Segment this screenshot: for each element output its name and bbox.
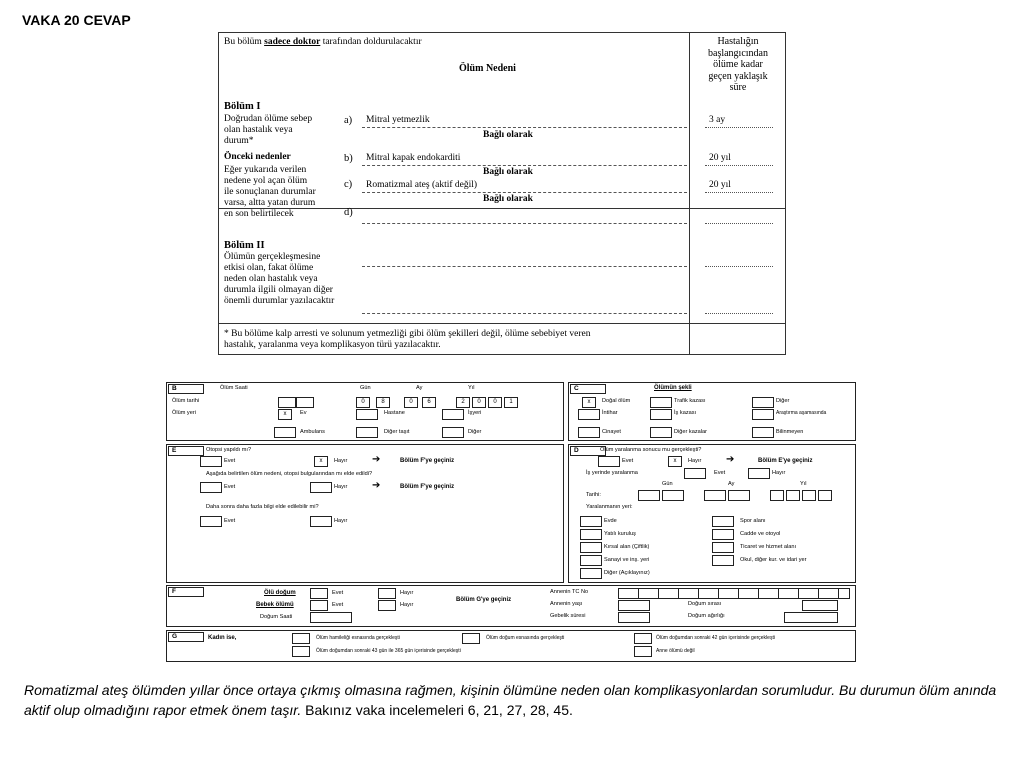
bolum1-desc: Doğrudan ölüme sebep olan hastalık veya durum* (224, 114, 313, 146)
cinayet-checkbox[interactable] (578, 427, 600, 438)
goto-f-instruction-2: Bölüm F'ye geçiniz (400, 484, 455, 490)
ticaret-label: Ticaret ve hizmet alanı (740, 544, 797, 550)
d-date-box-1[interactable] (638, 490, 660, 501)
okul-checkbox[interactable] (712, 555, 734, 566)
d-date-box-3[interactable] (704, 490, 726, 501)
bulgu-hayir-checkbox[interactable] (310, 482, 332, 493)
tarih-label: Tarihi: (586, 492, 601, 498)
goto-g-instruction: Bölüm G'ye geçiniz (456, 597, 512, 603)
row-b-duration-line (705, 165, 773, 166)
row-a-duration: 3 ay (709, 115, 726, 125)
date-digit-3[interactable]: 0 (404, 397, 418, 408)
bebek-olumu-evet-label: Evet (332, 602, 344, 608)
ambulans-checkbox[interactable] (274, 427, 296, 438)
date-digit-5[interactable]: 2 (456, 397, 470, 408)
cinayet-label: Cinayet (602, 429, 621, 435)
section-e-label: E (168, 446, 204, 456)
row-d-letter: d) (344, 207, 353, 218)
row-c-letter: c) (344, 179, 353, 190)
diger-tasit-label: Diğer taşıt (384, 429, 410, 435)
d-date-box-4[interactable] (728, 490, 750, 501)
section-c-label: C (570, 384, 606, 394)
caption-italic: Romatizmal ateş ölümden yıllar önce ortaya çıkmış olmasına rağmen, kişinin ölümüne neden olan komplikasyonlardan sorumludur. Bu durumun ölüm anında aktif olup olmadığını rapor etmek önem taşır. (24, 682, 997, 718)
olu-dogum-hayir-label: Hayır (400, 590, 414, 596)
evde-checkbox[interactable] (580, 516, 602, 527)
bolum2-desc: Ölümün gerçekleşmesine etkisi olan, fakat ölüme neden olan hastalık veya durumla ilgili olmayan diğer önemli durumlar yazılacaktır (224, 252, 335, 306)
anne-tc-label: Annenin TC No (550, 589, 589, 595)
fazla-evet-checkbox[interactable] (200, 516, 222, 527)
form-header-note: Bu bölüm sadece doktor tarafından doldurulacaktır (224, 37, 422, 47)
cadde-label: Cadde ve otoyol (740, 531, 781, 537)
row-d-line (362, 223, 687, 224)
intihar-checkbox[interactable] (578, 409, 600, 420)
olum-yeri-label: Ölüm yeri (172, 410, 196, 416)
diger-yer-checkbox[interactable] (442, 427, 464, 438)
date-digit-2[interactable]: 8 (376, 397, 390, 408)
row-a-duration-line (705, 127, 773, 128)
g-opt3-label: Ölüm doğumdan sonraki 42 gün içerisinde gerçekleşti (656, 635, 775, 641)
bilinmeyen-checkbox[interactable] (752, 427, 774, 438)
d-date-box-2[interactable] (662, 490, 684, 501)
otopsi-hayir-checkbox[interactable]: x (314, 456, 328, 467)
death-details-form (166, 382, 856, 662)
footnote: * Bu bölüme kalp arresti ve solunum yetmezliği gibi ölüm şekilleri değil, ölüme sebebiyet veren hastalık, yaralanma veya komplikasyon türü yazılacaktır. (224, 329, 591, 350)
trafik-kazasi-label: Trafik kazası (674, 398, 706, 404)
kirsal-checkbox[interactable] (580, 542, 602, 553)
row-c-duration: 20 yıl (709, 180, 731, 190)
arrow-right-icon: ➔ (726, 454, 735, 465)
dogal-olum-checkbox[interactable]: x (582, 397, 596, 408)
diger-sekil-label: Diğer (776, 398, 790, 404)
arastirma-checkbox[interactable] (752, 409, 774, 420)
goto-e-instruction: Bölüm E'ye geçiniz (758, 458, 813, 464)
row-b-letter: b) (344, 153, 353, 164)
fazla-evet-label: Evet (224, 518, 236, 524)
dogum-saati-input[interactable] (310, 612, 352, 623)
bolum2-title: Bölüm II (224, 240, 265, 251)
evde-label: Evde (604, 518, 617, 524)
row-b-cause: Mitral kapak endokarditi (366, 153, 461, 163)
yaralanma-yeri-label: Yaralanmanın yeri: (586, 504, 633, 510)
otopsi-question: Otopsi yapıldı mı? (206, 447, 252, 453)
yaralanma-evet-label: Evet (622, 458, 634, 464)
is-yerinde-hayir-label: Hayır (772, 470, 786, 476)
diger-yer-label: Diğer (468, 429, 482, 435)
olu-dogum-evet-label: Evet (332, 590, 344, 596)
row-c-cause: Romatizmal ateş (aktif değil) (366, 180, 478, 190)
row-a-letter: a) (344, 115, 353, 126)
bagli-olarak-1: Bağlı olarak (483, 130, 533, 140)
otopsi-hayir-label: Hayır (334, 458, 348, 464)
fazla-bilgi-question: Daha sonra daha fazla bilgi elde edilebilir mi? (206, 504, 319, 510)
bolum2-duration-line-1 (705, 266, 773, 267)
arrow-right-icon: ➔ (372, 480, 381, 491)
fazla-hayir-label: Hayır (334, 518, 348, 524)
bilinmeyen-label: Bilinmeyen (776, 429, 804, 435)
otopsi-evet-checkbox[interactable] (200, 456, 222, 467)
sanayi-checkbox[interactable] (580, 555, 602, 566)
row-c-duration-line (705, 192, 773, 193)
spor-checkbox[interactable] (712, 516, 734, 527)
bulgu-evet-label: Evet (224, 484, 236, 490)
ambulans-label: Ambulans (300, 429, 325, 435)
d-date-box-5[interactable] (770, 490, 784, 501)
d-date-box-8[interactable] (818, 490, 832, 501)
hour-box-2[interactable] (296, 397, 314, 408)
spor-label: Spor alanı (740, 518, 766, 524)
isyeri-checkbox[interactable] (442, 409, 464, 420)
d-date-box-7[interactable] (802, 490, 816, 501)
olum-tarihi-label: Ölüm tarihi (172, 398, 200, 404)
section-g-label: G (168, 632, 204, 642)
dogum-agirligi-input[interactable] (784, 612, 838, 623)
date-digit-1[interactable]: 0 (356, 397, 370, 408)
dogum-saati-label: Doğum Saati (260, 614, 293, 620)
dogal-olum-label: Doğal ölüm (602, 398, 631, 404)
d-gun-label: Gün (662, 481, 673, 487)
otopsi-bulgu-question: Aşağıda belirtilen ölüm nedeni, otopsi bulgularından mı elde edildi? (206, 471, 373, 477)
hastane-label: Hastane (384, 410, 405, 416)
bagli-olarak-2: Bağlı olarak (483, 167, 533, 177)
tc-no-boxes[interactable] (618, 588, 850, 599)
yaralanma-hayir-label: Hayır (688, 458, 702, 464)
diger-yer-d-checkbox[interactable] (580, 568, 602, 579)
ay-label: Ay (416, 385, 423, 391)
date-digit-8[interactable]: 1 (504, 397, 518, 408)
g-opt1-label: Ölüm hamileliği esnasında gerçekleşti (316, 635, 400, 641)
section-f-label: F (168, 587, 204, 597)
diger-sekil-checkbox[interactable] (752, 397, 774, 408)
hour-box-1[interactable] (278, 397, 296, 408)
row-b-line (362, 165, 687, 166)
d-ay-label: Ay (728, 481, 735, 487)
row-b-duration: 20 yıl (709, 153, 731, 163)
is-yerinde-evet-label: Evet (714, 470, 726, 476)
yaralanma-hayir-checkbox[interactable]: x (668, 456, 682, 467)
g-opt4-checkbox[interactable] (292, 646, 310, 657)
d-date-box-6[interactable] (786, 490, 800, 501)
olu-dogum-evet-checkbox[interactable] (310, 588, 328, 599)
bulgu-hayir-label: Hayır (334, 484, 348, 490)
is-kazasi-checkbox[interactable] (650, 409, 672, 420)
sanayi-label: Sanayi ve inş. yeri (604, 557, 650, 563)
column-divider (689, 33, 690, 354)
ev-check-mark: x (278, 409, 292, 420)
intihar-label: İntihar (602, 410, 618, 416)
g-opt5-checkbox[interactable] (634, 646, 652, 657)
bagli-olarak-3: Bağlı olarak (483, 194, 533, 204)
bebek-olumu-label: Bebek ölümü (256, 602, 294, 608)
gebelik-input[interactable] (618, 612, 650, 623)
yatili-checkbox[interactable] (580, 529, 602, 540)
g-opt2-label: Ölüm doğum esnasında gerçekleşti (486, 635, 565, 641)
gebelik-label: Gebelik süresi (550, 613, 586, 619)
date-digit-6[interactable]: 0 (472, 397, 486, 408)
anne-yasi-input[interactable] (618, 600, 650, 611)
bulgu-evet-checkbox[interactable] (200, 482, 222, 493)
page-title: VAKA 20 CEVAP (22, 12, 131, 28)
row-d-duration-line (705, 223, 773, 224)
is-yerinde-hayir-checkbox[interactable] (748, 468, 770, 479)
yaralanma-question: Ölüm yaralanma sonucu mu gerçekleşti? (600, 447, 702, 453)
is-yerinde-label: İş yerinde yaralanma (586, 470, 638, 476)
kirsal-label: Kırsal alan (Çiftlik) (604, 544, 650, 550)
dogum-sirasi-label: Doğum sırası (688, 601, 722, 607)
gun-label: Gün (360, 385, 371, 391)
g-opt2-checkbox[interactable] (462, 633, 480, 644)
caption-reference: Bakınız vaka incelemeleri 6, 21, 27, 28, 45. (301, 702, 573, 718)
onceki-nedenler-title: Önceki nedenler (224, 152, 291, 162)
ev-label: Ev (300, 410, 307, 416)
isyeri-label: İşyeri (468, 410, 482, 416)
bolum2-line-1 (362, 266, 687, 267)
arrow-right-icon: ➔ (372, 454, 381, 465)
dogum-agirligi-label: Doğum ağırlığı (688, 613, 725, 619)
bebek-olumu-evet-checkbox[interactable] (310, 600, 328, 611)
row-c-line (362, 192, 687, 193)
olum-nedeni-heading: Ölüm Nedeni (459, 63, 516, 74)
bolum2-line-2 (362, 313, 687, 314)
cadde-checkbox[interactable] (712, 529, 734, 540)
bolum1-title: Bölüm I (224, 101, 261, 112)
is-kazasi-label: İş kazası (674, 410, 697, 416)
olu-dogum-label: Ölü doğum (264, 590, 296, 596)
g-opt5-label: Anne ölümü değil (656, 648, 695, 654)
hastane-checkbox[interactable] (356, 409, 378, 420)
kadin-ise-label: Kadın ise, (208, 635, 237, 641)
yil-label: Yıl (468, 385, 475, 391)
yatili-label: Yatılı kuruluş (604, 531, 636, 537)
trafik-kazasi-checkbox[interactable] (650, 397, 672, 408)
diger-yer-d-label: Diğer (Açıklayınız) (604, 570, 650, 576)
g-opt1-checkbox[interactable] (292, 633, 310, 644)
olum-saati-label: Ölüm Saati (220, 385, 248, 391)
anne-yasi-label: Annenin yaşı (550, 601, 583, 607)
okul-label: Okul, diğer kur. ve idari yer (740, 557, 807, 563)
fazla-hayir-checkbox[interactable] (310, 516, 332, 527)
duration-header: Hastalığın başlangıcından ölüme kadar geçen yaklaşık süre (708, 36, 768, 93)
dogum-sirasi-input[interactable] (802, 600, 838, 611)
olu-dogum-hayir-checkbox[interactable] (378, 588, 396, 599)
d-yil-label: Yıl (800, 481, 807, 487)
g-opt4-label: Ölüm doğumdan sonraki 43 gün ile 365 gün içerisinde gerçekleşti (316, 648, 461, 654)
otopsi-evet-label: Evet (224, 458, 236, 464)
divider-footnote (219, 323, 785, 324)
bebek-olumu-hayir-checkbox[interactable] (378, 600, 396, 611)
case-caption (24, 680, 1004, 720)
diger-kazalar-checkbox[interactable] (650, 427, 672, 438)
olum-sekli-title: Ölümün şekli (654, 385, 692, 391)
row-a-cause: Mitral yetmezlik (366, 115, 430, 125)
date-digit-7[interactable]: 0 (488, 397, 502, 408)
arastirma-label: Araştırma aşamasında (776, 410, 827, 416)
bolum2-duration-line-2 (705, 313, 773, 314)
row-a-line (362, 127, 687, 128)
diger-tasit-checkbox[interactable] (356, 427, 378, 438)
yaralanma-evet-checkbox[interactable] (598, 456, 620, 467)
onceki-nedenler-desc: Eğer yukarıda verilen nedene yol açan ölüm ile sonuçlanan durumlar varsa, altta yatan durum en son belirtilecek (224, 165, 316, 219)
cause-of-death-form (218, 32, 786, 355)
bebek-olumu-hayir-label: Hayır (400, 602, 414, 608)
section-d-label: D (570, 446, 606, 456)
g-opt3-checkbox[interactable] (634, 633, 652, 644)
date-digit-4[interactable]: 6 (422, 397, 436, 408)
is-yerinde-evet-checkbox[interactable] (684, 468, 706, 479)
diger-kazalar-label: Diğer kazalar (674, 429, 707, 435)
ticaret-checkbox[interactable] (712, 542, 734, 553)
goto-f-instruction-1: Bölüm F'ye geçiniz (400, 458, 455, 464)
section-b-label: B (168, 384, 204, 394)
